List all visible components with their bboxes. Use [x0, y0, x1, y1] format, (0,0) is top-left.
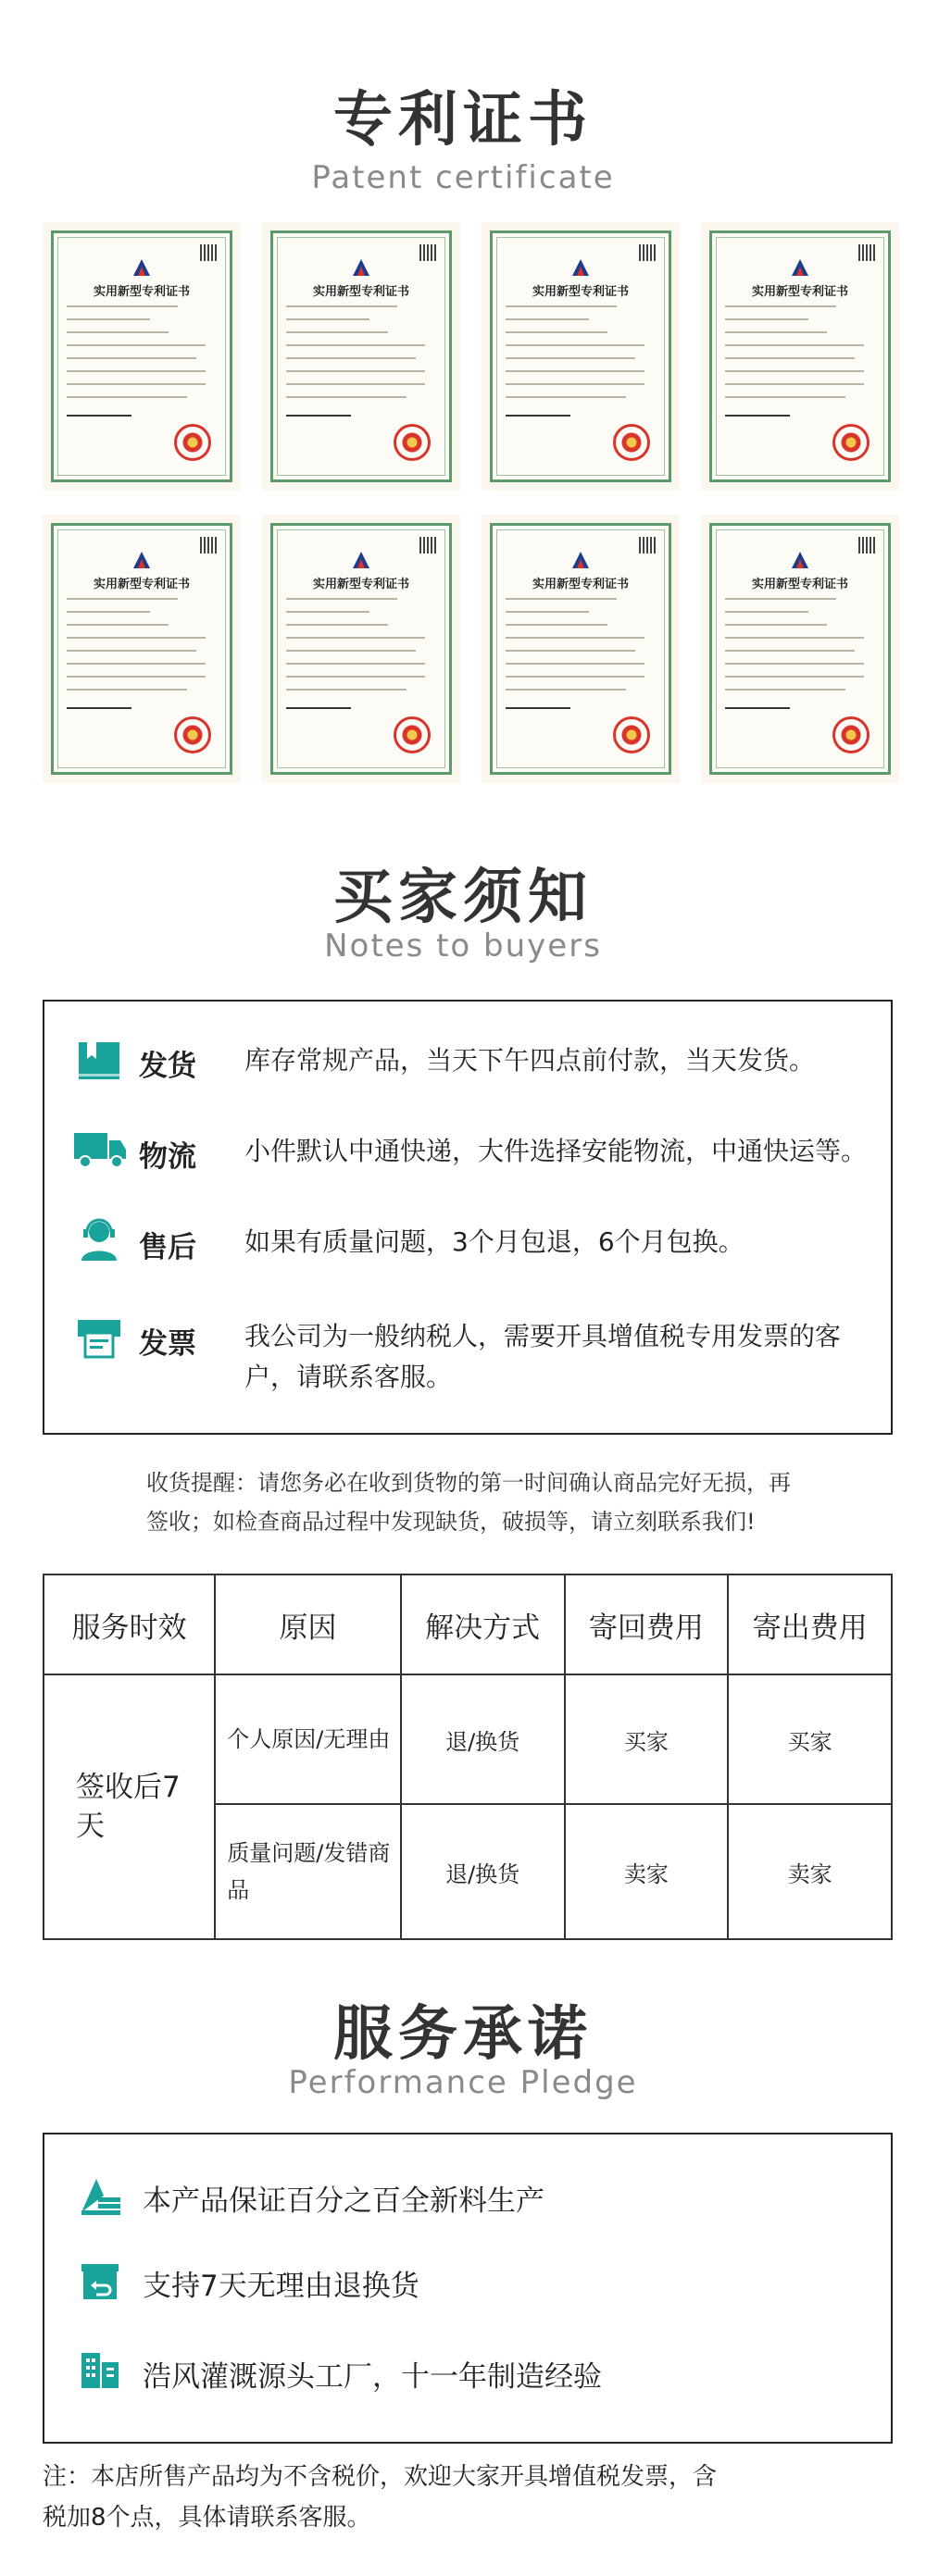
- patent-logo-icon: [569, 257, 593, 278]
- patent-certificate: [482, 222, 680, 491]
- patent-logo-icon: [788, 550, 812, 570]
- red-seal-icon: [174, 716, 211, 753]
- return-fee-cell: 卖家: [565, 1804, 729, 1939]
- notes-section-title: 买家须知: [333, 864, 593, 932]
- red-seal-icon: [174, 424, 211, 461]
- certificate-heading: 实用新型专利证书: [532, 285, 629, 299]
- period-line2: 天: [76, 1810, 105, 1843]
- certificate-grid: [0, 222, 926, 796]
- send-fee-cell: 卖家: [728, 1804, 892, 1939]
- notes-box: [43, 1000, 893, 1435]
- reason-cell: [215, 1674, 400, 1804]
- patent-certificate: [43, 515, 241, 783]
- header-cell-reason: 原因: [215, 1574, 400, 1674]
- note-text-invoice-line2: 户，请联系客服。: [244, 1362, 453, 1392]
- patent-section-subtitle: Patent certificate: [311, 159, 615, 196]
- qr-code-icon: [639, 537, 656, 554]
- note-label-invoice: 发票: [139, 1327, 196, 1361]
- patent-logo-icon: [349, 550, 373, 570]
- table-header-row: [44, 1574, 892, 1674]
- patent-certificate: [43, 222, 241, 491]
- header-cell-return-fee: 寄回费用: [565, 1574, 729, 1674]
- red-seal-icon: [613, 716, 650, 753]
- qr-code-icon: [200, 537, 217, 554]
- notes-section-subtitle: Notes to buyers: [324, 927, 602, 964]
- headset-service-icon: [76, 1216, 122, 1266]
- red-seal-icon: [832, 424, 870, 461]
- patent-certificate: [701, 222, 899, 491]
- patent-logo-icon: [569, 550, 593, 570]
- red-seal-icon: [394, 716, 431, 753]
- pledge-text-factory: 浩风灌溉源头工厂，十一年制造经验: [143, 2360, 602, 2394]
- factory-building-icon: [78, 2349, 124, 2394]
- header-cell-send-fee: 寄出费用: [728, 1574, 892, 1674]
- layers-icon: [78, 2175, 124, 2220]
- note-label-after-sales: 售后: [139, 1231, 196, 1264]
- bookmark-icon: [76, 1039, 122, 1089]
- certificate-heading: 实用新型专利证书: [751, 578, 848, 591]
- service-table: [43, 1574, 893, 1940]
- qr-code-icon: [200, 244, 217, 261]
- pledge-section-title: 服务承诺: [333, 2000, 593, 2069]
- reminder-line2: 签收；如检查商品过程中发现缺货，破损等，请立刻联系我们!: [146, 1509, 756, 1535]
- solution-cell: 退/换货: [401, 1674, 565, 1804]
- note-text-logistics: 小件默认中通快递，大件选择安能物流，中通快运等。: [244, 1136, 868, 1166]
- reminder-line1: 收货提醒：请您务必在收到货物的第一时间确认商品完好无损，再: [146, 1470, 791, 1496]
- note-label-shipping: 发货: [139, 1050, 196, 1083]
- red-seal-icon: [613, 424, 650, 461]
- note-text-invoice-line1: 我公司为一般纳税人，需要开具增值税专用发票的客: [244, 1321, 842, 1351]
- reason-line1: 个人原因/无理由: [227, 1726, 391, 1752]
- pledge-section-subtitle: Performance Pledge: [288, 2064, 638, 2101]
- pledge-text-return: 支持7天无理由退换货: [143, 2270, 419, 2303]
- patent-certificate: [262, 515, 460, 783]
- qr-code-icon: [419, 537, 436, 554]
- certificate-heading: 实用新型专利证书: [93, 578, 190, 591]
- certificate-heading: 实用新型专利证书: [312, 578, 409, 591]
- return-box-icon: [78, 2260, 124, 2305]
- header-cell-period: 服务时效: [44, 1574, 215, 1674]
- red-seal-icon: [394, 424, 431, 461]
- note-label-logistics: 物流: [139, 1140, 196, 1174]
- reason-line2: 品: [227, 1877, 250, 1903]
- invoice-printer-icon: [76, 1314, 122, 1364]
- patent-certificate: [262, 222, 460, 491]
- period-line1: 签收后7: [76, 1771, 181, 1804]
- patent-logo-icon: [130, 550, 154, 570]
- truck-icon: [72, 1127, 128, 1174]
- table-row: [44, 1674, 892, 1804]
- solution-cell: 退/换货: [401, 1804, 565, 1939]
- send-fee-cell: 买家: [728, 1674, 892, 1804]
- return-fee-cell: 买家: [565, 1674, 729, 1804]
- certificate-heading: 实用新型专利证书: [312, 285, 409, 299]
- note-text-shipping: 库存常规产品，当天下午四点前付款，当天发货。: [244, 1045, 816, 1076]
- footnote-line2: 税加8个点，具体请联系客服。: [43, 2504, 371, 2532]
- reason-cell: [215, 1804, 400, 1939]
- patent-certificate: [701, 515, 899, 783]
- patent-section-title: 专利证书: [333, 86, 593, 155]
- note-text-after-sales: 如果有质量问题，3个月包退，6个月包换。: [244, 1226, 745, 1257]
- patent-certificate: [482, 515, 680, 783]
- patent-logo-icon: [788, 257, 812, 278]
- qr-code-icon: [419, 244, 436, 261]
- patent-logo-icon: [349, 257, 373, 278]
- pledge-box: [43, 2133, 893, 2444]
- footnote-line1: 注：本店所售产品均为不含税价，欢迎大家开具增值税发票，含: [43, 2463, 718, 2491]
- certificate-heading: 实用新型专利证书: [532, 578, 629, 591]
- certificate-heading: 实用新型专利证书: [751, 285, 848, 299]
- header-cell-solution: 解决方式: [401, 1574, 565, 1674]
- qr-code-icon: [858, 244, 875, 261]
- reason-line1: 质量问题/发错商: [227, 1840, 391, 1866]
- period-cell: [44, 1674, 215, 1939]
- qr-code-icon: [858, 537, 875, 554]
- certificate-heading: 实用新型专利证书: [93, 285, 190, 299]
- pledge-text-material: 本产品保证百分之百全新料生产: [143, 2184, 544, 2218]
- qr-code-icon: [639, 244, 656, 261]
- red-seal-icon: [832, 716, 870, 753]
- patent-logo-icon: [130, 257, 154, 278]
